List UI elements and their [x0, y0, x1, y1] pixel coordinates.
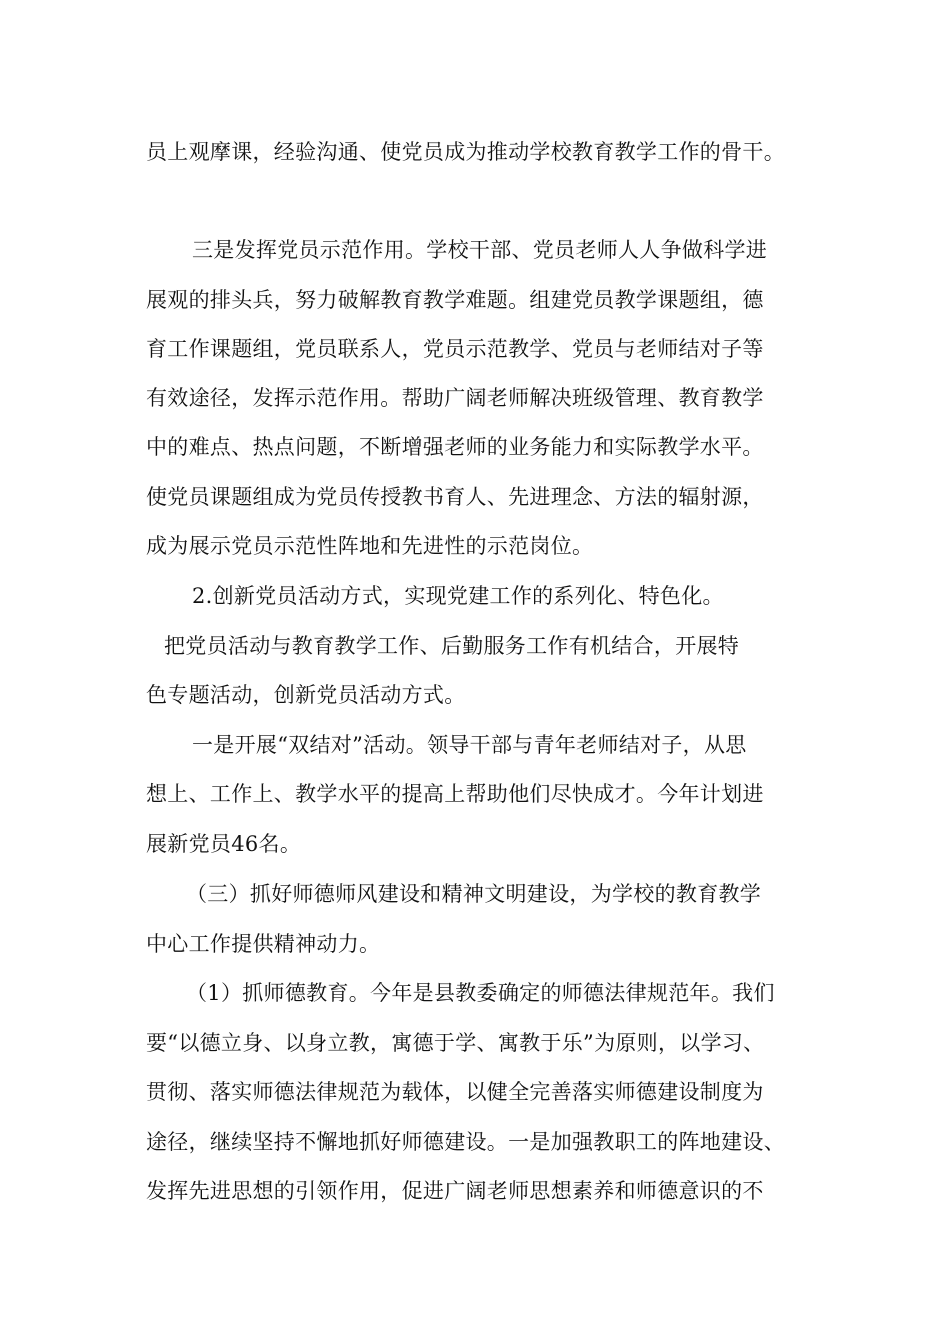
text-line: 成为展示党员示范性阵地和先进性的示范岗位。 — [146, 534, 594, 558]
text-line: 途径，继续坚持不懈地抓好师德建设。一是加强教职工的阵地建设、 — [146, 1130, 785, 1154]
text-line: 有效途径，发挥示范作用。帮助广阔老师解决班级管理、教育教学 — [146, 386, 764, 410]
text-line: 色专题活动，创新党员活动方式。 — [146, 683, 466, 707]
text-line: 贯彻、落实师德法律规范为载体，以健全完善落实师德建设制度为 — [146, 1080, 764, 1104]
section-heading: （三）抓好师德师风建设和精神文明建设，为学校的教育教学 — [186, 882, 762, 906]
text-line: 使党员课题组成为党员传授教书育人、先进理念、方法的辐射源， — [146, 485, 764, 509]
text-line: 展观的排头兵，努力破解教育教学难题。组建党员教学课题组，德 — [146, 288, 764, 312]
text-line: 育工作课题组，党员联系人，党员示范教学、党员与老师结对子等 — [146, 337, 764, 361]
text-line: 员上观摩课，经验沟通、使党员成为推动学校教育教学工作的骨干。 — [146, 140, 785, 164]
text-line: 中的难点、热点问题，不断增强老师的业务能力和实际教学水平。 — [146, 435, 764, 459]
text-line: 发挥先进思想的引领作用，促进广阔老师思想素养和师德意识的不 — [146, 1179, 764, 1203]
text-line: 要“以德立身、以身立教，寓德于学、寓教于乐”为原则，以学习、 — [146, 1031, 765, 1055]
text-line: 三是发挥党员示范作用。学校干部、党员老师人人争做科学进 — [192, 238, 768, 262]
text-line: （1）抓师德教育。今年是县教委确定的师德法律规范年。我们 — [186, 981, 775, 1005]
text-line: 把党员活动与教育教学工作、后勤服务工作有机结合，开展特 — [164, 634, 740, 658]
text-line: 展新党员46名。 — [146, 832, 302, 856]
section-heading: 中心工作提供精神动力。 — [146, 932, 381, 956]
text-line: 想上、工作上、教学水平的提高上帮助他们尽快成才。今年计划进 — [146, 782, 764, 806]
section-heading: 2.创新党员活动方式，实现党建工作的系列化、特色化。 — [192, 584, 724, 608]
text-line: 一是开展“双结对”活动。领导干部与青年老师结对子，从思 — [192, 733, 747, 757]
